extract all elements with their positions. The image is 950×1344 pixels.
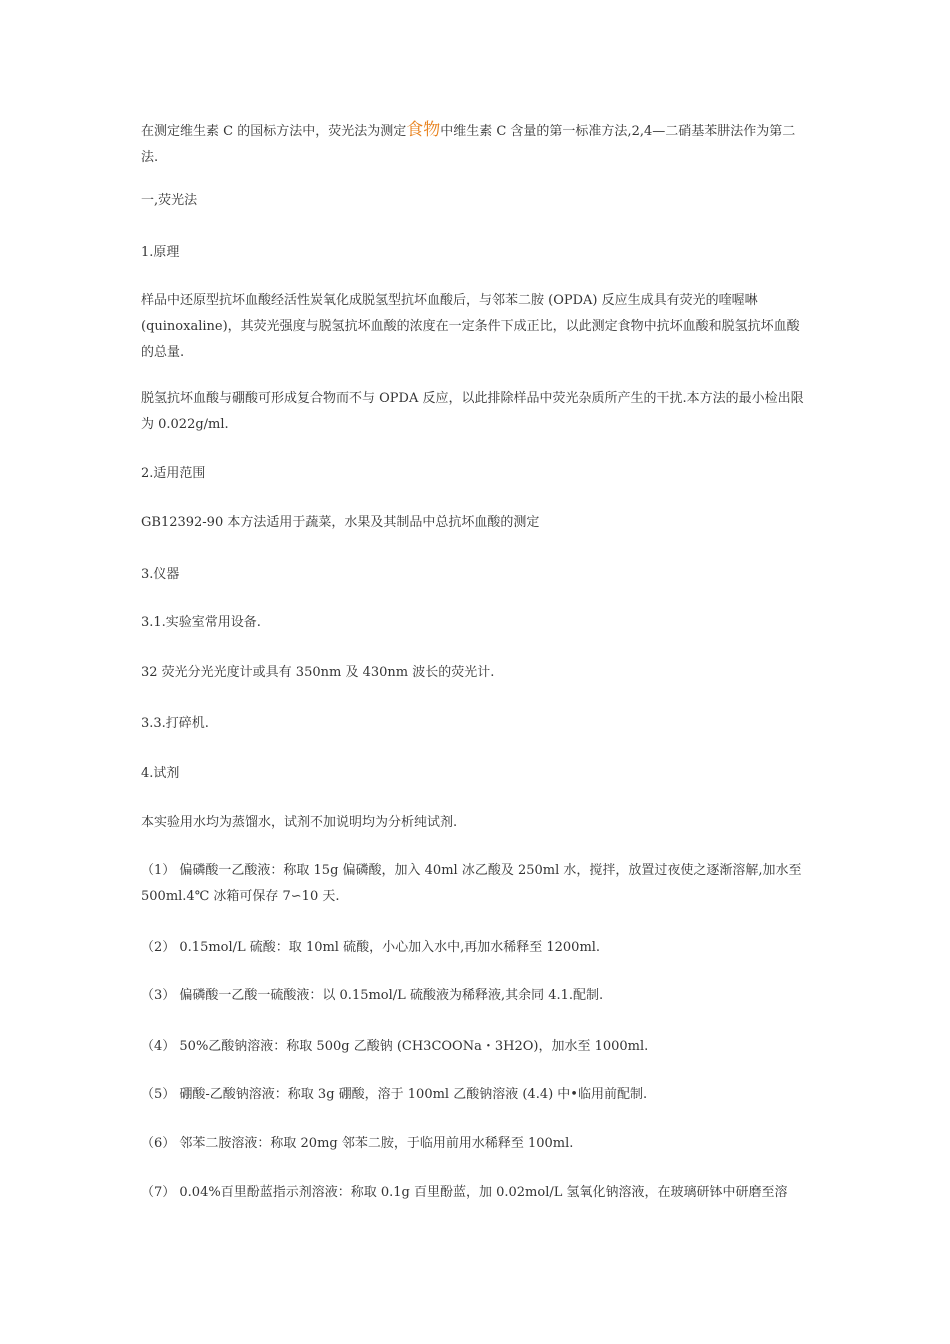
food-link[interactable]: 食物 [406,120,441,140]
paragraph-interference: 脱氢抗坏血酸与硼酸可形成复合物而不与 OPDA 反应，以此排除样品中荧光杂质所产生的干扰.本方法的最小检出限为 0.022g/ml. [141,391,804,432]
reagent-item-5: （5） 硼酸-乙酸钠溶液：称取 3g 硼酸，溶于 100ml 乙酸钠溶液 (4.4) 中•临用前配制. [141,1087,648,1102]
instrument-item-2: 32 荧光分光光度计或具有 350nm 及 430nm 波长的荧光计. [141,665,495,680]
subheading-principle: 1.原理 [141,245,180,260]
paragraph-principle: 样品中还原型抗坏血酸经活性炭氧化成脱氢型抗坏血酸后，与邻苯二胺 (OPDA) 反应生成具有荧光的喹喔啉 (quinoxaline)，其荧光强度与脱氢抗坏血酸的浓度在一定条件下成正比，以此测定食物中抗坏血酸和脱氢抗坏血酸的总量. [141,293,800,360]
subheading-scope: 2.适用范围 [141,466,206,481]
intro-text-a: 在测定维生素 C 的国标方法中，荧光法为测定 [141,124,407,139]
intro-paragraph [141,117,811,171]
reagent-item-3: （3） 偏磷酸一乙酸一硫酸液：以 0.15mol/L 硫酸液为稀释液,其余同 4.1.配制. [141,988,604,1003]
reagent-item-6: （6） 邻苯二胺溶液：称取 20mg 邻苯二胺，于临用前用水稀释至 100ml. [141,1136,574,1151]
subheading-instruments: 3.仪器 [141,567,180,582]
section-heading-fluorescence: 一,荧光法 [141,193,198,208]
instrument-item-1: 3.1.实验室常用设备. [141,615,261,630]
subheading-reagents: 4.试剂 [141,766,180,781]
paragraph-reagents-note: 本实验用水均为蒸馏水，试剂不加说明均为分析纯试剂. [141,815,458,830]
paragraph-scope: GB12392-90 本方法适用于蔬菜，水果及其制品中总抗坏血酸的测定 [141,515,540,530]
reagent-item-7: （7） 0.04%百里酚蓝指示剂溶液：称取 0.1g 百里酚蓝，加 0.02mol/L 氢氧化钠溶液，在玻璃研钵中研磨至溶 [141,1185,788,1200]
reagent-item-2: （2） 0.15mol/L 硫酸：取 10ml 硫酸，小心加入水中,再加水稀释至 1200ml. [141,940,601,955]
reagent-item-1: （1） 偏磷酸一乙酸液：称取 15g 偏磷酸，加入 40ml 冰乙酸及 250ml 水，搅拌，放置过夜使之逐渐溶解,加水至 500ml.4℃ 冰箱可保存 7∽10 天. [141,863,802,904]
reagent-item-4: （4） 50%乙酸钠溶液：称取 500g 乙酸钠 (CH3COONa・3H2O)，加水至 1000ml. [141,1039,649,1054]
intro-text-b: 中维生素 C 含量的第一标准方法,2,4—二硝基苯肼法作为第二法. [141,124,796,165]
instrument-item-3: 3.3.打碎机. [141,716,209,731]
